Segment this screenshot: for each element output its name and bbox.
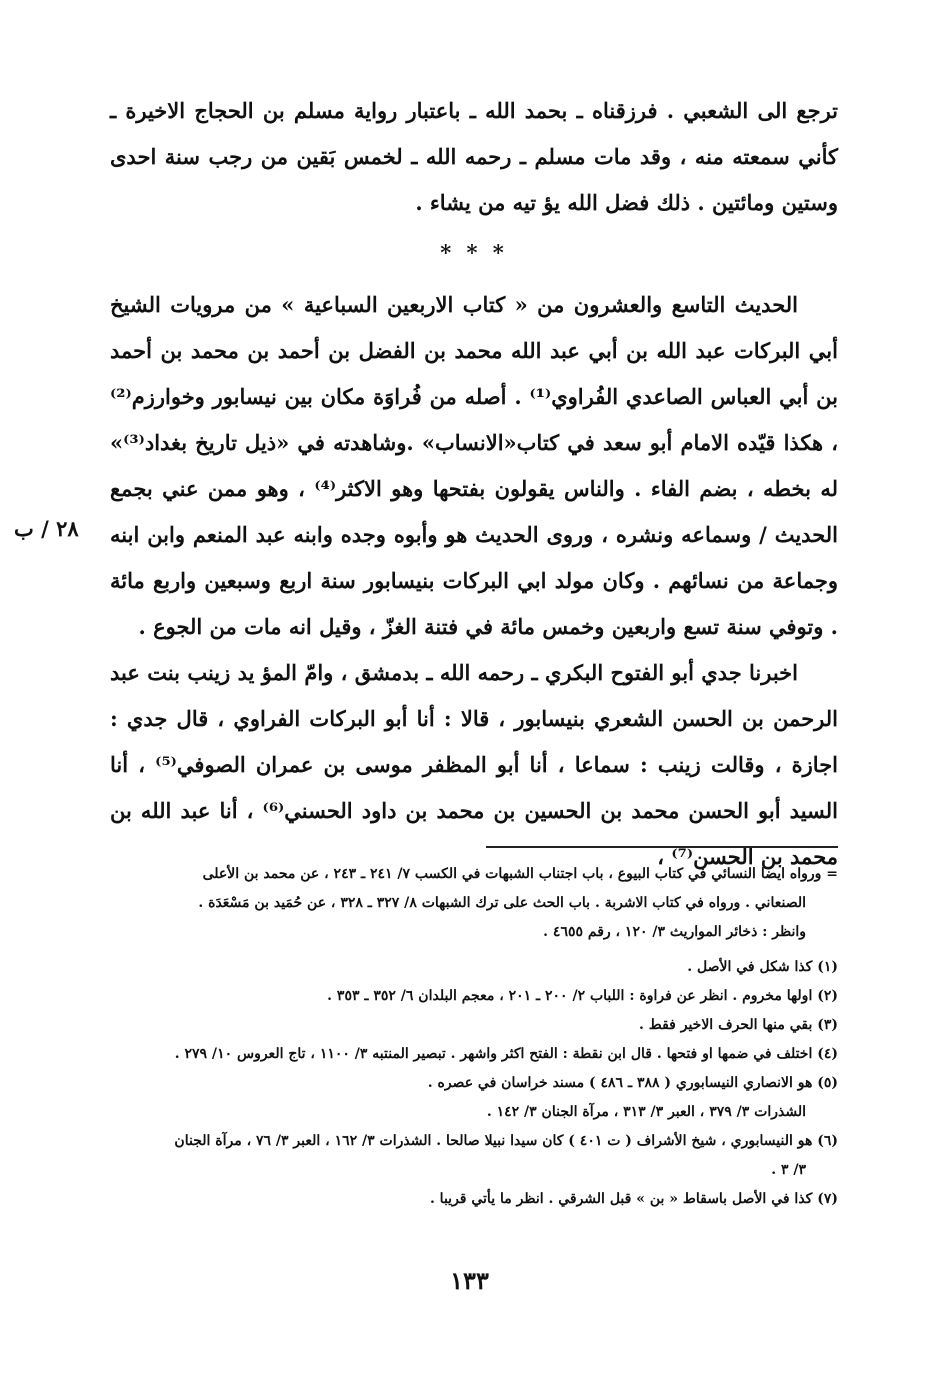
footnote-divider xyxy=(486,846,838,848)
footnote-7: (٧) كذا في الأصل باسقاط « بن » قبل الشرقي . انظر ما يأتي قريبا . xyxy=(429,1191,838,1207)
footnote-3: (٣) بقي منها الحرف الاخير فقط . xyxy=(639,1017,838,1033)
footnote-4: (٤) اختلف في ضمها او فتحها . قال ابن نقطة : الفتح اكثر واشهر . تبصير المنتبه ٣/ ١١٠٠ ، تاج العروس ١٠/ ٢٧٩ . xyxy=(174,1046,838,1062)
paragraph-1: ترجع الى الشعبي . فرزقناه ـ بحمد الله ـ باعتبار رواية مسلم بن الحجاج الاخيرة ـ كأني سمعته منه ، وقد مات مسلم ـ رحمه الله ـ لخمس بَقين من رجب سنة احدى وستين ومائتين . ذلك فضل الله يؤ تيه من يشاء . xyxy=(110,98,838,215)
section-separator: * * * xyxy=(440,240,508,265)
footnote-1: (١) كذا شكل في الأصل . xyxy=(687,959,838,975)
footnote-continuation-line-1: = ورواه ايضا النسائي في كتاب البيوع ، باب اجتناب الشبهات في الكسب ٧/ ٢٤١ ـ ٢٤٣ ، عن محمد بن الأعلى xyxy=(202,866,838,882)
footnotes xyxy=(100,860,838,1214)
margin-folio-note: ٢٨ / ب xyxy=(14,516,79,541)
footnote-continuation-line-2: الصنعاني . ورواه في كتاب الاشربة . باب الحث على ترك الشبهات ٨/ ٣٢٧ ـ ٣٢٨ ، عن حُمَيد بن مَسْعَدَة . xyxy=(198,895,806,911)
footnote-6-continuation: ٣/ ٣ . xyxy=(771,1162,806,1178)
footnote-5: (٥) هو الانصاري النيسابوري ( ٣٨٨ ـ ٤٨٦ ) مسند خراسان في عصره . xyxy=(427,1075,838,1091)
footnote-2: (٢) اولها مخروم . انظر عن فراوة : اللباب ٢/ ٢٠٠ ـ ٢٠١ ، معجم البلدان ٦/ ٣٥٢ ـ ٣٥٣ . xyxy=(327,988,838,1004)
paragraph-3: اخبرنا جدي أبو الفتوح البكري ـ رحمه الله ـ بدمشق ، وامّ المؤ يد زينب بنت عبد الرحمن بن الحسن الشعري بنيسابور ، قالا : أنا أبو البركات الفراوي ، قال جدي : اجازة ، وقالت زينب : سماعا ، أنا أبو المظفر موسى بن عمران الصوفي⁽⁵⁾ ، أنا السيد أبو الحسن محمد بن الحسين بن محمد بن داود الحسني⁽⁶⁾ ، أنا عبد الله بن محمد بن الحسن⁽⁷⁾ ، xyxy=(110,660,839,869)
footnote-5-continuation: الشذرات ٣/ ٣٧٩ ، العبر ٣/ ٣١٣ ، مرآة الجنان ٣/ ١٤٢ . xyxy=(486,1104,806,1120)
paragraph-2: الحديث التاسع والعشرون من « كتاب الاربعين السباعية » من مرويات الشيخ أبي البركات عبد الله بن أبي عبد الله محمد بن الفضل بن أحمد بن محمد بن أحمد بن أبي العباس الصاعدي الفُراوي⁽¹⁾ . أصله من فُراوَة مكان بين نيسابور وخوارزم⁽²⁾ ، هكذا قيّده الامام أبو سعد في كتاب«الانساب» .وشاهدته في «ذيل تاريخ بغداد⁽³⁾» له بخطه ، بضم الفاء . والناس يقولون بفتحها وهو الاكثر⁽⁴⁾ ، وهو ممن عني بجمع الحديث / وسماعه ونشره ، وروى الحديث هو وأبوه وجده وابنه عبد المنعم وابن ابنه وجماعة من نسائهم . وكان مولد ابي البركات بنيسابور سنة اربع وسبعين واربع مائة . وتوفي سنة تسع واربعين وخمس مائة في فتنة الغزّ ، وقيل انه مات من الجوع . xyxy=(110,292,838,639)
footnote-6: (٦) هو النيسابوري ، شيخ الأشراف ( ت ٤٠١ ) كان سيدا نبيلا صالحا . الشذرات ٣/ ١٦٢ ، العبر ٣/ ٧٦ ، مرآة الجنان xyxy=(174,1133,838,1149)
footnote-continuation-line-3: وانظر : ذخائر المواريث ٣/ ١٢٠ ، رقم ٤٦٥٥ . xyxy=(543,924,806,940)
page-number: ١٣٣ xyxy=(450,1266,489,1295)
main-text xyxy=(110,88,838,880)
